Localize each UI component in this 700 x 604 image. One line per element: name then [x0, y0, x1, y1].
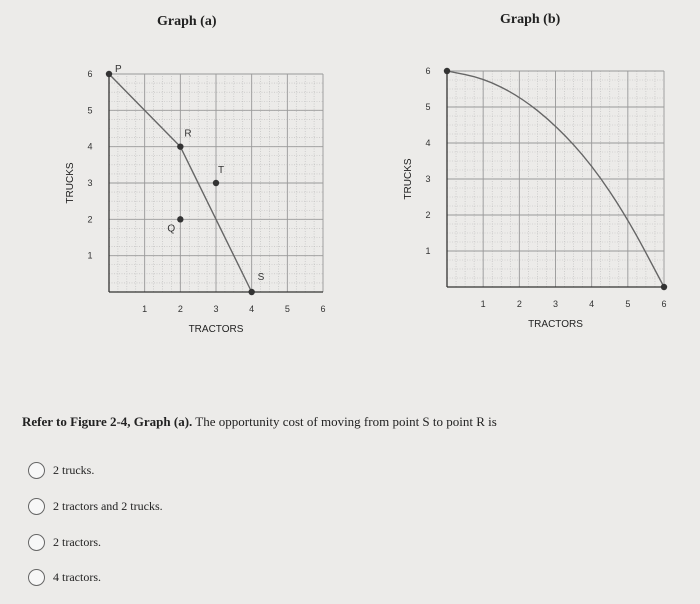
- x-axis-title: TRACTORS: [188, 324, 244, 335]
- x-tick-label: 1: [142, 304, 148, 314]
- question-body: The opportunity cost of moving from point S to point R is: [192, 414, 497, 429]
- option-4-tractors[interactable]: [28, 569, 101, 586]
- point-label-r: R: [184, 128, 192, 140]
- data-point: [661, 284, 667, 290]
- point-label-t: T: [218, 165, 225, 176]
- y-tick-label: 1: [425, 246, 431, 256]
- y-tick-label: 3: [87, 178, 93, 188]
- data-point: [248, 289, 254, 295]
- x-tick-label: 2: [516, 299, 522, 309]
- x-tick-label: 3: [552, 299, 559, 309]
- data-point: [444, 68, 450, 74]
- option-label: 2 trucks.: [53, 463, 95, 477]
- option-label: 2 tractors.: [53, 535, 101, 549]
- radio-button[interactable]: [28, 569, 45, 586]
- y-tick-label: 6: [87, 69, 93, 79]
- data-point: [106, 71, 112, 77]
- y-tick-label: 2: [425, 210, 431, 220]
- option-2-tractors[interactable]: [28, 534, 101, 551]
- y-tick-label: 4: [87, 141, 93, 152]
- x-tick-label: 5: [625, 299, 631, 309]
- y-tick-label: 2: [87, 214, 93, 225]
- point-label-p: P: [115, 64, 122, 75]
- y-tick-label: 5: [425, 102, 431, 112]
- radio-button[interactable]: [28, 462, 45, 479]
- data-point: [177, 216, 183, 222]
- y-tick-label: 5: [87, 105, 93, 116]
- graph-b-title: Graph (b): [500, 12, 561, 27]
- question-reference: Refer to Figure 2-4, Graph (a).: [22, 414, 193, 429]
- option-2-trucks[interactable]: [28, 462, 94, 479]
- radio-button[interactable]: [28, 498, 45, 515]
- x-tick-label: 1: [480, 299, 486, 309]
- option-label: 4 tractors.: [53, 570, 101, 584]
- y-tick-label: 4: [425, 138, 431, 148]
- x-tick-label: 5: [284, 304, 290, 314]
- data-point: [213, 180, 219, 186]
- x-tick-label: 6: [320, 304, 326, 314]
- y-tick-label: 1: [87, 250, 93, 261]
- point-label-s: S: [257, 272, 265, 283]
- x-tick-label: 2: [177, 304, 183, 314]
- radio-button[interactable]: [28, 534, 45, 551]
- question-text: [22, 414, 497, 430]
- x-tick-label: 3: [213, 304, 219, 314]
- y-tick-label: 6: [425, 66, 431, 76]
- x-tick-label: 6: [661, 299, 667, 309]
- y-axis-title: TRUCKS: [403, 158, 414, 200]
- data-point: [177, 143, 183, 149]
- x-tick-label: 4: [249, 304, 255, 314]
- option-label: 2 tractors and 2 trucks.: [53, 499, 163, 513]
- y-axis-title: TRUCKS: [65, 162, 76, 204]
- point-label-q: Q: [167, 223, 176, 235]
- graph-a-title: Graph (a): [157, 14, 217, 29]
- y-tick-label: 3: [425, 174, 431, 184]
- x-axis-title: TRACTORS: [528, 319, 583, 330]
- option-2-tractors-and-2-trucks[interactable]: [28, 498, 163, 515]
- x-tick-label: 4: [589, 299, 595, 309]
